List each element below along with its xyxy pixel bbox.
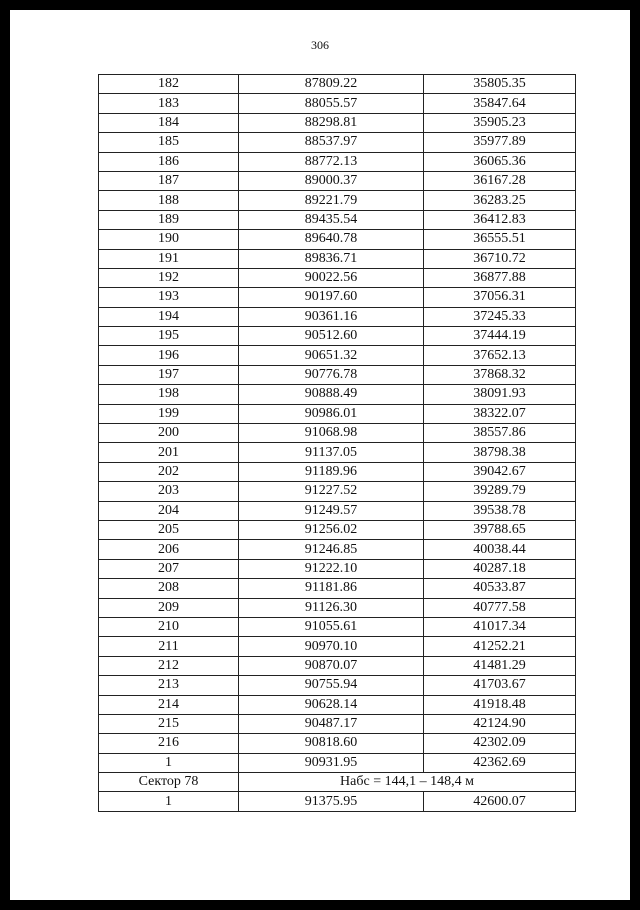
y-coordinate: 38557.86 <box>424 424 576 443</box>
point-number: 195 <box>99 327 239 346</box>
y-coordinate: 40038.44 <box>424 540 576 559</box>
table-row <box>99 152 576 171</box>
table-row <box>99 559 576 578</box>
table-row <box>99 676 576 695</box>
y-coordinate: 39289.79 <box>424 482 576 501</box>
x-coordinate: 91256.02 <box>239 520 424 539</box>
table-row <box>99 191 576 210</box>
table-row <box>99 113 576 132</box>
x-coordinate: 90986.01 <box>239 404 424 423</box>
point-number: 199 <box>99 404 239 423</box>
table-row <box>99 462 576 481</box>
y-coordinate: 41017.34 <box>424 617 576 636</box>
y-coordinate: 38322.07 <box>424 404 576 423</box>
x-coordinate: 90970.10 <box>239 637 424 656</box>
y-coordinate: 39788.65 <box>424 520 576 539</box>
point-number: 190 <box>99 230 239 249</box>
y-coordinate: 39538.78 <box>424 501 576 520</box>
x-coordinate: 91227.52 <box>239 482 424 501</box>
y-coordinate: 39042.67 <box>424 462 576 481</box>
coordinates-table-body <box>99 75 576 812</box>
point-number: 213 <box>99 676 239 695</box>
sector-label: Сектор 78 <box>99 773 239 792</box>
y-coordinate: 40777.58 <box>424 598 576 617</box>
table-row <box>99 249 576 268</box>
point-number: 214 <box>99 695 239 714</box>
x-coordinate: 89435.54 <box>239 210 424 229</box>
x-coordinate: 91126.30 <box>239 598 424 617</box>
y-coordinate: 40287.18 <box>424 559 576 578</box>
point-number: 205 <box>99 520 239 539</box>
table-row <box>99 637 576 656</box>
point-number: 209 <box>99 598 239 617</box>
y-coordinate: 36555.51 <box>424 230 576 249</box>
x-coordinate: 91249.57 <box>239 501 424 520</box>
table-row <box>99 656 576 675</box>
point-number: 198 <box>99 385 239 404</box>
table-row <box>99 327 576 346</box>
x-coordinate: 90776.78 <box>239 365 424 384</box>
x-coordinate: 89640.78 <box>239 230 424 249</box>
point-number: 189 <box>99 210 239 229</box>
point-number: 204 <box>99 501 239 520</box>
point-number: 184 <box>99 113 239 132</box>
x-coordinate: 90512.60 <box>239 327 424 346</box>
point-number: 215 <box>99 714 239 733</box>
y-coordinate: 42600.07 <box>424 792 576 811</box>
point-number: 216 <box>99 734 239 753</box>
point-number: 197 <box>99 365 239 384</box>
table-row <box>99 133 576 152</box>
y-coordinate: 35977.89 <box>424 133 576 152</box>
y-coordinate: 41481.29 <box>424 656 576 675</box>
y-coordinate: 41703.67 <box>424 676 576 695</box>
y-coordinate: 42124.90 <box>424 714 576 733</box>
x-coordinate: 90487.17 <box>239 714 424 733</box>
table-row <box>99 598 576 617</box>
x-coordinate: 91068.98 <box>239 424 424 443</box>
point-number: 207 <box>99 559 239 578</box>
x-coordinate: 88055.57 <box>239 94 424 113</box>
page-number: 306 <box>311 38 329 52</box>
y-coordinate: 36065.36 <box>424 152 576 171</box>
table-row <box>99 443 576 462</box>
point-number: 1 <box>99 792 239 811</box>
point-number: 201 <box>99 443 239 462</box>
point-number: 200 <box>99 424 239 443</box>
x-coordinate: 88772.13 <box>239 152 424 171</box>
x-coordinate: 91222.10 <box>239 559 424 578</box>
table-row <box>99 307 576 326</box>
table-row <box>99 482 576 501</box>
table-row <box>99 268 576 287</box>
x-coordinate: 90818.60 <box>239 734 424 753</box>
table-row <box>99 540 576 559</box>
table-row <box>99 365 576 384</box>
table-row <box>99 230 576 249</box>
point-number: 208 <box>99 579 239 598</box>
y-coordinate: 41918.48 <box>424 695 576 714</box>
table-row <box>99 792 576 811</box>
table-row <box>99 288 576 307</box>
y-coordinate: 35847.64 <box>424 94 576 113</box>
point-number: 188 <box>99 191 239 210</box>
table-row <box>99 385 576 404</box>
table-row <box>99 734 576 753</box>
y-coordinate: 41252.21 <box>424 637 576 656</box>
x-coordinate: 88537.97 <box>239 133 424 152</box>
y-coordinate: 37056.31 <box>424 288 576 307</box>
table-row <box>99 501 576 520</box>
x-coordinate: 90888.49 <box>239 385 424 404</box>
x-coordinate: 91246.85 <box>239 540 424 559</box>
y-coordinate: 37868.32 <box>424 365 576 384</box>
table-row <box>99 346 576 365</box>
point-number: 193 <box>99 288 239 307</box>
sector-header-row <box>99 773 576 792</box>
point-number: 211 <box>99 637 239 656</box>
table-row <box>99 695 576 714</box>
y-coordinate: 36710.72 <box>424 249 576 268</box>
x-coordinate: 91375.95 <box>239 792 424 811</box>
point-number: 210 <box>99 617 239 636</box>
y-coordinate: 37444.19 <box>424 327 576 346</box>
y-coordinate: 37245.33 <box>424 307 576 326</box>
table-row <box>99 579 576 598</box>
x-coordinate: 91137.05 <box>239 443 424 462</box>
point-number: 196 <box>99 346 239 365</box>
x-coordinate: 90651.32 <box>239 346 424 365</box>
table-row <box>99 75 576 94</box>
y-coordinate: 36283.25 <box>424 191 576 210</box>
point-number: 1 <box>99 753 239 772</box>
point-number: 203 <box>99 482 239 501</box>
point-number: 212 <box>99 656 239 675</box>
y-coordinate: 37652.13 <box>424 346 576 365</box>
table-row <box>99 171 576 190</box>
y-coordinate: 40533.87 <box>424 579 576 598</box>
point-number: 206 <box>99 540 239 559</box>
point-number: 186 <box>99 152 239 171</box>
y-coordinate: 38798.38 <box>424 443 576 462</box>
x-coordinate: 90931.95 <box>239 753 424 772</box>
point-number: 183 <box>99 94 239 113</box>
x-coordinate: 90755.94 <box>239 676 424 695</box>
table-row <box>99 617 576 636</box>
point-number: 187 <box>99 171 239 190</box>
table-row <box>99 520 576 539</box>
x-coordinate: 90628.14 <box>239 695 424 714</box>
coordinates-table <box>98 74 576 812</box>
y-coordinate: 35905.23 <box>424 113 576 132</box>
x-coordinate: 90197.60 <box>239 288 424 307</box>
x-coordinate: 90022.56 <box>239 268 424 287</box>
sector-height-range: Набс = 144,1 – 148,4 м <box>239 773 576 792</box>
x-coordinate: 88298.81 <box>239 113 424 132</box>
table-row <box>99 210 576 229</box>
x-coordinate: 91189.96 <box>239 462 424 481</box>
x-coordinate: 87809.22 <box>239 75 424 94</box>
table-row <box>99 753 576 772</box>
y-coordinate: 42302.09 <box>424 734 576 753</box>
y-coordinate: 36877.88 <box>424 268 576 287</box>
x-coordinate: 89000.37 <box>239 171 424 190</box>
y-coordinate: 36412.83 <box>424 210 576 229</box>
table-row <box>99 714 576 733</box>
x-coordinate: 90870.07 <box>239 656 424 675</box>
y-coordinate: 36167.28 <box>424 171 576 190</box>
table-row <box>99 404 576 423</box>
y-coordinate: 42362.69 <box>424 753 576 772</box>
table-row <box>99 94 576 113</box>
y-coordinate: 38091.93 <box>424 385 576 404</box>
x-coordinate: 89221.79 <box>239 191 424 210</box>
point-number: 185 <box>99 133 239 152</box>
point-number: 194 <box>99 307 239 326</box>
x-coordinate: 91181.86 <box>239 579 424 598</box>
x-coordinate: 90361.16 <box>239 307 424 326</box>
x-coordinate: 89836.71 <box>239 249 424 268</box>
point-number: 191 <box>99 249 239 268</box>
point-number: 202 <box>99 462 239 481</box>
point-number: 182 <box>99 75 239 94</box>
y-coordinate: 35805.35 <box>424 75 576 94</box>
point-number: 192 <box>99 268 239 287</box>
x-coordinate: 91055.61 <box>239 617 424 636</box>
table-row <box>99 424 576 443</box>
document-page <box>10 10 630 900</box>
